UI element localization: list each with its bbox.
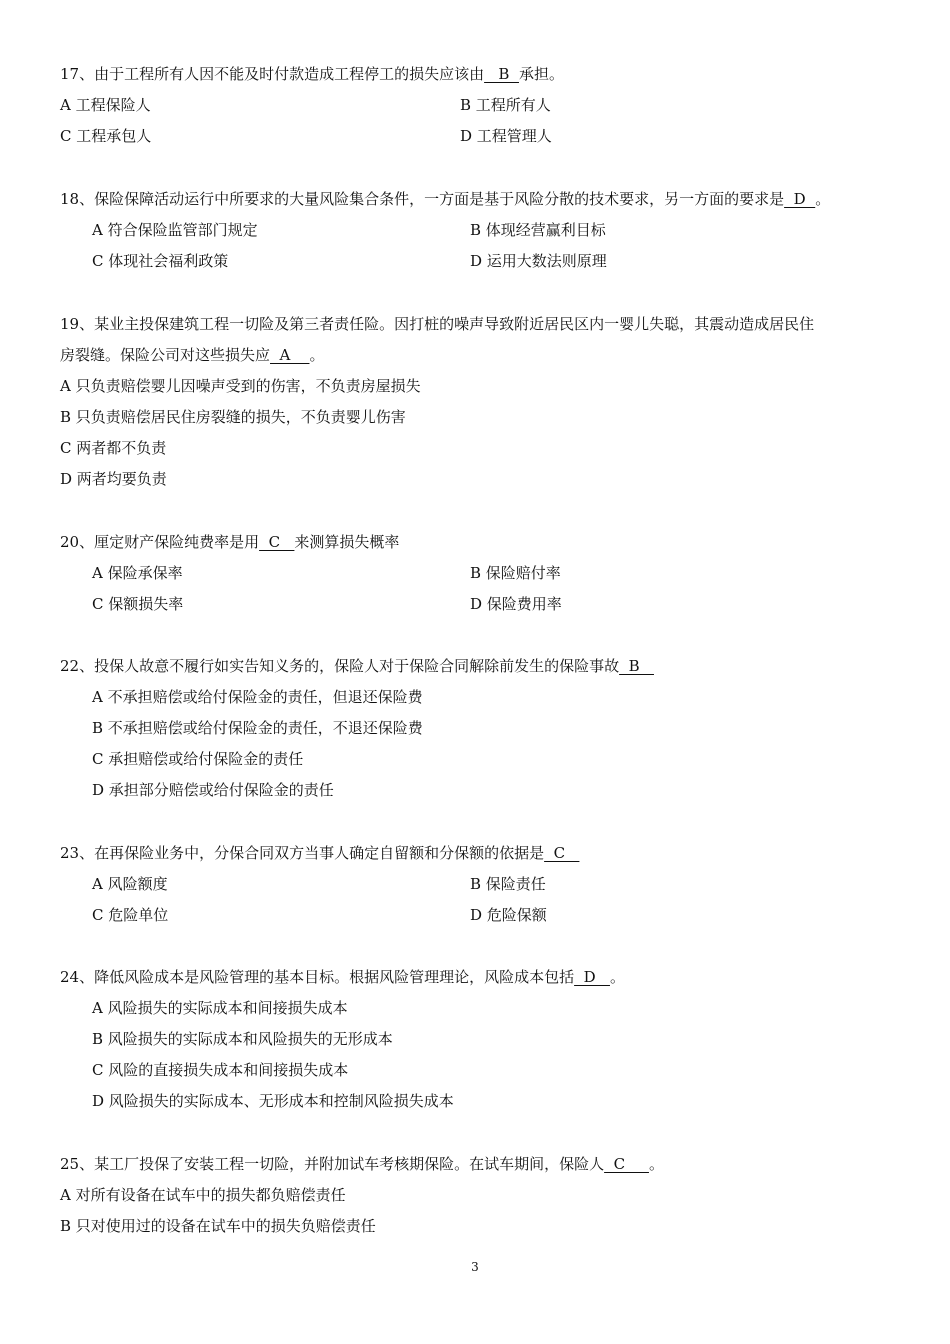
question-24-stem: 24、降低风险成本是风险管理的基本目标。根据风险管理理论，风险成本包括 D 。 [60, 968, 625, 986]
option-a: A 工程保险人 [60, 96, 151, 114]
option-a: A 风险损失的实际成本和间接损失成本 [92, 999, 348, 1017]
option-a: A 对所有设备在试车中的损失都负赔偿责任 [60, 1186, 346, 1204]
answer-blank: D [574, 968, 610, 986]
option-c: C 风险的直接损失成本和间接损失成本 [92, 1061, 349, 1079]
option-b: B 保险赔付率 [470, 564, 561, 582]
option-d: D 承担部分赔偿或给付保险金的责任 [92, 781, 334, 799]
page-number: 3 [471, 1260, 479, 1274]
question-17-stem: 17、由于工程所有人因不能及时付款造成工程停工的损失应该由 B 承担。 [60, 65, 564, 83]
question-19-stem: 房裂缝。保险公司对这些损失应 A 。 [60, 346, 325, 364]
answer-blank: C [259, 533, 295, 551]
option-b: B 工程所有人 [460, 96, 551, 114]
answer-blank: C [604, 1155, 649, 1173]
answer-blank: A [270, 346, 310, 364]
option-d: D 风险损失的实际成本、无形成本和控制风险损失成本 [92, 1092, 454, 1110]
option-d: D 两者均要负责 [60, 470, 167, 488]
option-a: A 保险承保率 [92, 564, 183, 582]
answer-blank: B [619, 657, 654, 675]
answer-blank: D [784, 190, 816, 208]
option-d: D 危险保额 [470, 906, 547, 924]
question-18-stem: 18、保险保障活动运行中所要求的大量风险集合条件，一方面是基于风险分散的技术要求，另一方面的要求是 D 。 [60, 190, 831, 208]
option-b: B 只对使用过的设备在试车中的损失负赔偿责任 [60, 1217, 376, 1235]
option-c: C 两者都不负责 [60, 439, 167, 457]
option-b: B 保险责任 [470, 875, 546, 893]
question-19-stem-line1: 19、某业主投保建筑工程一切险及第三者责任险。因打桩的噪声导致附近居民区内一婴儿失聪，其震动造成居民住 [60, 315, 815, 333]
option-a: A 只负责赔偿婴儿因噪声受到的伤害，不负责房屋损失 [60, 377, 421, 395]
option-b: B 只负责赔偿居民住房裂缝的损失，不负责婴儿伤害 [60, 408, 406, 426]
option-b: B 风险损失的实际成本和风险损失的无形成本 [92, 1030, 393, 1048]
question-22-stem: 22、投保人故意不履行如实告知义务的，保险人对于保险合同解除前发生的保险事故 B [60, 657, 654, 675]
option-d: D 保险费用率 [470, 595, 562, 613]
option-a: A 风险额度 [92, 875, 168, 893]
option-d: D 工程管理人 [460, 127, 552, 145]
option-c: C 危险单位 [92, 906, 169, 924]
option-a: A 符合保险监管部门规定 [92, 221, 258, 239]
question-25-stem: 25、某工厂投保了安装工程一切险，并附加试车考核期保险。在试车期间，保险人 C 。 [60, 1155, 664, 1173]
question-20-stem: 20、厘定财产保险纯费率是用 C 来测算损失概率 [60, 533, 400, 551]
option-c: C 保额损失率 [92, 595, 184, 613]
option-a: A 不承担赔偿或给付保险金的责任，但退还保险费 [92, 688, 423, 706]
option-b: B 不承担赔偿或给付保险金的责任，不退还保险费 [92, 719, 423, 737]
option-c: C 承担赔偿或给付保险金的责任 [92, 750, 304, 768]
answer-blank: B [484, 65, 519, 83]
option-b: B 体现经营赢利目标 [470, 221, 606, 239]
answer-blank: C [544, 844, 580, 862]
option-d: D 运用大数法则原理 [470, 252, 607, 270]
option-c: C 体现社会福利政策 [92, 252, 229, 270]
option-c: C 工程承包人 [60, 127, 152, 145]
question-23-stem: 23、在再保险业务中，分保合同双方当事人确定自留额和分保额的依据是 C [60, 844, 580, 862]
